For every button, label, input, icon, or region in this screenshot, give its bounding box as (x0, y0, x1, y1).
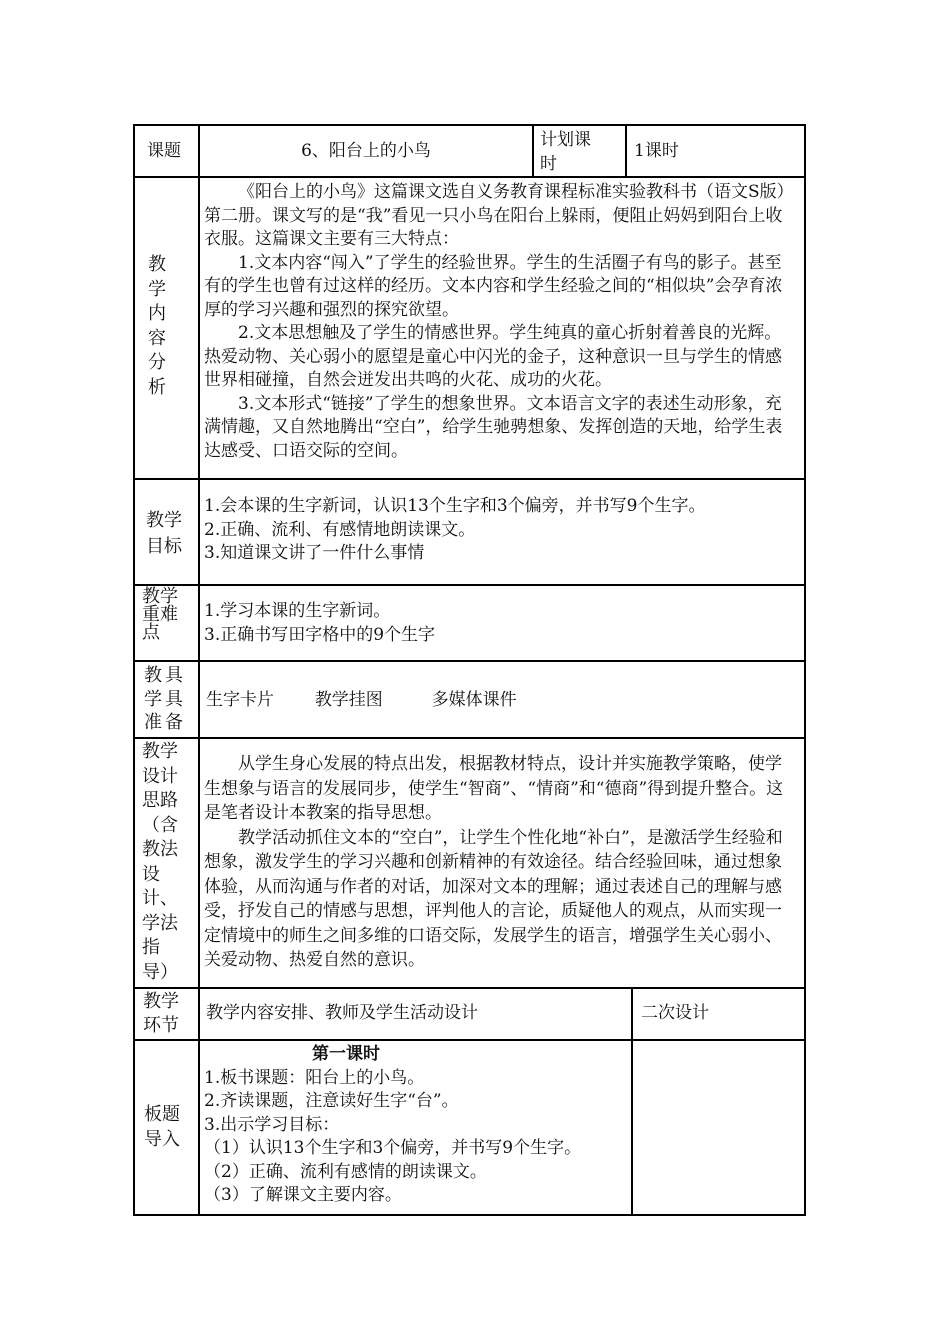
key-points-list (204, 600, 798, 647)
row-divider (133, 1039, 806, 1041)
phase-label: 教学环节 (143, 991, 179, 1036)
table-border (133, 124, 135, 1216)
tool-item: 多媒体课件 (431, 690, 517, 710)
analysis-paragraph: 2.文本思想触及了学生的情感世界。学生纯真的童心折射着善良的光辉。热爱动物、关心弱小的愿望是童心中闪光的金子，这种意识一旦与学生的情感世界相碰撞，自然会迸发出共鸣的火花、成功的火花。 (204, 323, 782, 390)
tools-list (206, 689, 800, 713)
intro-label: 板题导入 (144, 1104, 180, 1150)
goals-list (204, 495, 798, 566)
plan-hours-value: 1课时 (634, 141, 679, 161)
intro-content (204, 1043, 628, 1208)
intro-line: （1）认识13个生字和3个偏旁，并书写9个生字。 (204, 1138, 582, 1158)
intro-line: 1.板书课题：阳台上的小鸟。 (204, 1067, 425, 1088)
topic-label: 课题 (147, 141, 181, 161)
lesson-title: 6、阳台上的小鸟 (301, 141, 431, 161)
intro-line: （2）正确、流利有感情的朗读课文。 (204, 1161, 487, 1182)
row-divider (133, 660, 806, 662)
lesson-period-title: 第一课时 (312, 1044, 380, 1064)
tool-item: 生字卡片 (206, 690, 274, 710)
design-paragraph: 教学活动抓住文本的“空白”，让学生个性化地“补白”，是激活学生经验和想象，激发学生的学习兴趣和创新精神的有效途径。结合经验回味，通过想象体验，从而沟通与作者的对话，加深对文本的理解；通过表述自己的理解与感受，抒发自己的情感与思想，评判他人的言论，质疑他人的观点，从而实现一定情境中的师生之间多维的口语交际，发展学生的语言，增强学生关心弱小、关爱动物、热爱自然的意识。 (204, 827, 783, 970)
second-design-header: 二次设计 (641, 1003, 709, 1023)
row-divider (133, 584, 806, 586)
content-analysis-label: 教学内容分析 (148, 254, 166, 398)
goal-item: 2.正确、流利、有感情地朗读课文。 (204, 519, 476, 540)
analysis-paragraph: 《阳台上的小鸟》这篇课文选自义务教育课程标准实验教科书（语文S版）第二册。课文写的是“我”看见一只小鸟在阳台上躲雨，便阻止妈妈到阳台上收衣服。这篇课文主要有三大特点： (204, 182, 794, 249)
key-point-item: 3.正确书写田字格中的9个生字 (204, 624, 436, 645)
goal-item: 1.会本课的生字新词，认识13个生字和3个偏旁，并书写9个生字。 (204, 496, 706, 516)
column-divider (198, 124, 200, 1216)
row-divider (133, 987, 806, 989)
intro-line: 3.出示学习目标： (204, 1114, 340, 1135)
row-divider (133, 176, 806, 178)
column-divider (532, 124, 534, 178)
key-point-item: 1.学习本课的生字新词。 (204, 601, 391, 621)
analysis-paragraph: 1.文本内容“闯入”了学生的经验世界。学生的生活圈子有鸟的影子。甚至有的学生也曾有过这样的经历。文本内容和学生经验之间的“相似块”会孕育浓厚的学习兴趣和强烈的探究欲望。 (204, 252, 783, 320)
design-label: 教学设计思路（含教法设计、学法指导） (142, 741, 178, 983)
goal-item: 3.知道课文讲了一件什么事情 (204, 543, 425, 563)
table-border (804, 124, 806, 1216)
tool-item: 教学挂图 (314, 690, 383, 710)
row-divider (133, 478, 806, 480)
content-analysis-text (204, 181, 798, 463)
plan-hours-label: 计划课时 (540, 130, 591, 174)
goals-label: 教学目标 (146, 510, 182, 557)
table-border (133, 124, 806, 126)
intro-line: （3）了解课文主要内容。 (204, 1185, 402, 1205)
key-points-label: 教学重难点 (142, 586, 178, 643)
design-paragraph: 从学生身心发展的特点出发，根据教材特点，设计并实施教学策略，使学生想象与语言的发展同步，使学生“智商”、“情商”和“德商”得到提升整合。这是笔者设计本教案的指导思想。 (204, 754, 784, 823)
table-border (133, 1214, 806, 1216)
analysis-paragraph: 3.文本形式“链接”了学生的想象世界。文本语言文字的表述生动形象，充满情趣，又自然地腾出“空白”，给学生驰骋想象、发挥创造的天地，给学生表达感受、口语交际的空间。 (204, 393, 783, 461)
design-text (204, 752, 798, 973)
intro-line: 2.齐读课题，注意读好生字“台”。 (204, 1091, 459, 1111)
activity-header: 教学内容安排、教师及学生活动设计 (206, 1003, 478, 1023)
tools-label: 教具学具准备 (144, 665, 186, 733)
column-divider (625, 124, 627, 178)
column-divider (631, 987, 633, 1216)
row-divider (133, 737, 806, 739)
